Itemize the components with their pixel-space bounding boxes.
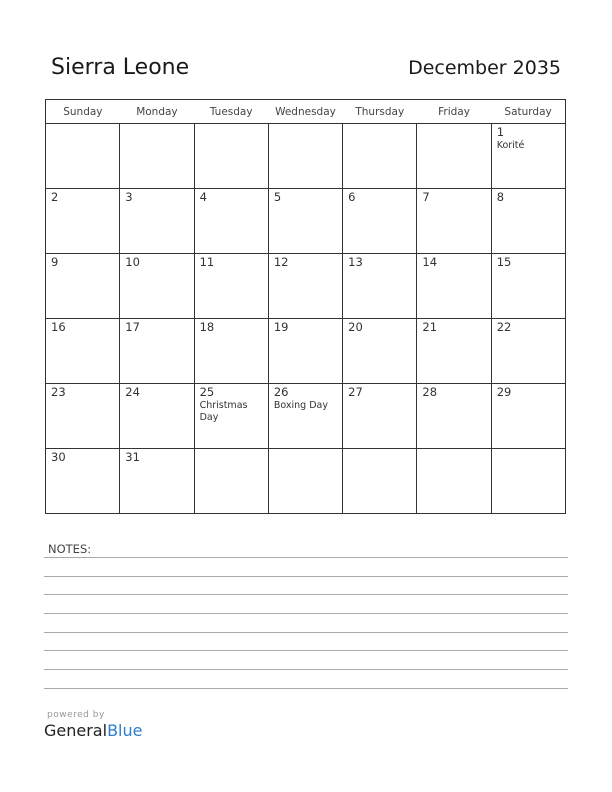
day-number: 1	[496, 125, 505, 139]
day-cell-25	[194, 384, 268, 449]
day-cell-24	[120, 384, 194, 449]
weekday-header-row	[46, 100, 566, 124]
day-cell-18	[194, 319, 268, 384]
week-row	[46, 384, 566, 449]
notes-line	[44, 594, 568, 595]
day-number: 13	[348, 255, 363, 269]
weekday-header: Friday	[417, 100, 491, 124]
brand-general: General	[44, 721, 108, 740]
generalblue-logo[interactable]	[44, 721, 142, 740]
notes-line	[44, 613, 568, 614]
day-number: 19	[273, 320, 289, 334]
weekday-header: Thursday	[343, 100, 417, 124]
day-cell-22	[491, 319, 565, 384]
day-number: 20	[348, 320, 363, 334]
notes-line	[44, 669, 568, 670]
day-number: 17	[125, 320, 140, 334]
day-cell-12	[268, 254, 342, 319]
day-number: 15	[496, 255, 512, 269]
calendar-grid	[45, 99, 566, 514]
notes-line	[44, 688, 568, 689]
day-number: 9	[51, 255, 59, 269]
day-cell-8	[491, 189, 565, 254]
day-number: 23	[51, 385, 66, 399]
day-number: 8	[496, 190, 505, 204]
empty-day-cell	[194, 124, 268, 189]
empty-day-cell	[120, 124, 194, 189]
day-cell-14	[417, 254, 491, 319]
empty-day-cell	[417, 449, 491, 514]
day-cell-3	[120, 189, 194, 254]
empty-day-cell	[343, 124, 417, 189]
day-number: 21	[422, 320, 438, 334]
day-number: 22	[496, 320, 512, 334]
notes-line	[44, 650, 568, 651]
day-cell-31	[120, 449, 194, 514]
day-cell-7	[417, 189, 491, 254]
day-number: 10	[125, 255, 140, 269]
day-cell-29	[491, 384, 565, 449]
week-row	[46, 124, 566, 189]
weekday-header: Saturday	[491, 100, 565, 124]
empty-day-cell	[491, 449, 565, 514]
day-cell-15	[491, 254, 565, 319]
notes-line	[44, 557, 568, 558]
day-number: 4	[199, 190, 207, 204]
day-number: 18	[199, 320, 215, 334]
day-number: 29	[496, 385, 512, 399]
notes-line	[44, 632, 568, 633]
holiday-label: Korité	[496, 140, 525, 151]
day-number: 26	[273, 385, 289, 399]
day-number: 12	[273, 255, 289, 269]
weekday-header: Monday	[120, 100, 194, 124]
powered-by-text: powered by	[47, 710, 105, 720]
day-number: 24	[125, 385, 140, 399]
empty-day-cell	[194, 449, 268, 514]
empty-day-cell	[46, 124, 120, 189]
day-cell-28	[417, 384, 491, 449]
weekday-header: Tuesday	[194, 100, 268, 124]
day-cell-6	[343, 189, 417, 254]
week-row	[46, 319, 566, 384]
day-number: 11	[199, 255, 215, 269]
day-cell-30	[46, 449, 120, 514]
week-row	[46, 449, 566, 514]
day-number: 3	[125, 190, 133, 204]
holiday-label: Boxing Day	[273, 400, 328, 411]
month-title: December 2035	[408, 57, 561, 79]
empty-day-cell	[417, 124, 491, 189]
day-number: 16	[51, 320, 66, 334]
day-number: 27	[348, 385, 363, 399]
empty-day-cell	[268, 449, 342, 514]
notes-line	[44, 576, 568, 577]
day-cell-2	[46, 189, 120, 254]
day-cell-4	[194, 189, 268, 254]
day-cell-5	[268, 189, 342, 254]
day-number: 5	[273, 190, 282, 204]
day-number: 7	[422, 190, 430, 204]
country-title: Sierra Leone	[51, 55, 190, 80]
brand-blue: Blue	[107, 721, 143, 740]
day-number: 25	[199, 385, 215, 399]
day-cell-13	[343, 254, 417, 319]
empty-day-cell	[268, 124, 342, 189]
day-number: 6	[348, 190, 356, 204]
day-cell-10	[120, 254, 194, 319]
day-cell-11	[194, 254, 268, 319]
notes-label: NOTES:	[48, 542, 92, 556]
day-cell-9	[46, 254, 120, 319]
day-cell-19	[268, 319, 342, 384]
day-cell-27	[343, 384, 417, 449]
day-cell-21	[417, 319, 491, 384]
day-number: 28	[422, 385, 438, 399]
day-cell-20	[343, 319, 417, 384]
day-number: 2	[51, 190, 59, 204]
day-cell-17	[120, 319, 194, 384]
day-number: 30	[51, 450, 66, 464]
day-cell-1	[491, 124, 565, 189]
weekday-header: Sunday	[46, 100, 120, 124]
day-number: 31	[125, 450, 140, 464]
empty-day-cell	[343, 449, 417, 514]
day-cell-23	[46, 384, 120, 449]
day-cell-26	[268, 384, 342, 449]
holiday-label: Christmas Day	[199, 400, 248, 423]
weekday-header: Wednesday	[268, 100, 342, 124]
week-row	[46, 189, 566, 254]
day-number: 14	[422, 255, 438, 269]
week-row	[46, 254, 566, 319]
day-cell-16	[46, 319, 120, 384]
